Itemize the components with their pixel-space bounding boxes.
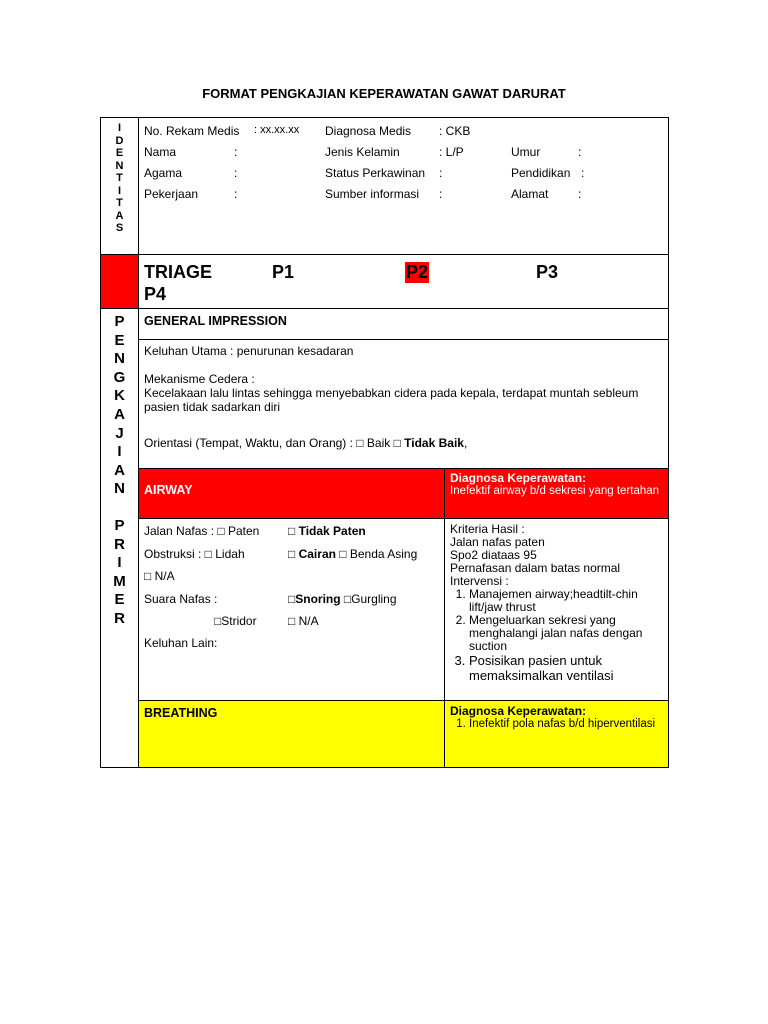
jenis-kelamin-value: : L/P: [439, 145, 464, 159]
triage-row: [139, 255, 669, 309]
intervensi-item: 2. Mengeluarkan sekresi yang menghalangi jalan nafas dengan suction: [469, 614, 668, 653]
side-letter: M: [113, 572, 126, 590]
status-label: Status Perkawinan: [325, 166, 426, 180]
side-letter: I: [117, 443, 122, 461]
kriteria-label: Kriteria Hasil :: [450, 522, 525, 536]
suara-na: □ N/A: [288, 614, 319, 628]
intervensi-item: 3. Posisikan pasien untuk memaksimalkan ventilasi: [469, 653, 668, 683]
side-letter: T: [116, 172, 123, 184]
airway-assessment: [139, 519, 445, 701]
orientasi-row: [144, 436, 668, 450]
assessment-form: [100, 117, 669, 768]
sumber-label: Sumber informasi: [325, 187, 420, 201]
triage-side-block: [101, 255, 139, 309]
suara-snoring-selected: Snoring: [295, 592, 341, 606]
kriteria-item: Spo2 diataas 95: [450, 548, 537, 562]
keluhan-utama: Keluhan Utama : penurunan kesadaran: [144, 344, 354, 358]
obstruksi-benda-asing: □ Benda Asing: [335, 547, 418, 561]
suara-gurgling: □Gurgling: [340, 592, 397, 606]
status-colon: :: [439, 166, 443, 180]
obstruksi-option: [288, 547, 417, 561]
jalan-nafas-option: [288, 524, 366, 538]
side-letter: A: [114, 461, 125, 479]
breathing-diagnosis-list: [450, 718, 668, 730]
side-label-pengkajian-primer: [101, 309, 139, 768]
general-impression-body: [139, 340, 669, 469]
side-letter: T: [116, 197, 123, 209]
intervensi-item: 1. Manajemen airway;headtilt-chin lift/jaw thrust: [469, 588, 668, 614]
document-title: FORMAT PENGKAJIAN KEPERAWATAN GAWAT DARURAT: [202, 86, 566, 101]
obstruksi-selected: Cairan: [298, 547, 336, 561]
suara-stridor: □Stridor: [214, 614, 257, 628]
airway-outcome-intervention: [445, 519, 669, 701]
orientasi-selected: Tidak Baik: [404, 436, 464, 450]
diagnosa-value: : CKB: [439, 124, 471, 138]
agama-label: Agama: [144, 166, 183, 180]
keluhan-lain-label: Keluhan Lain:: [144, 636, 218, 650]
alamat-label: Alamat: [511, 187, 549, 201]
agama-colon: :: [234, 166, 238, 180]
airway-diagnosis-text: Inefektif airway b/d sekresi yang tertahan: [450, 485, 660, 497]
checkbox-icon: □: [288, 592, 296, 606]
breathing-heading: BREATHING: [139, 701, 445, 768]
diagnosa-label: Diagnosa Medis: [325, 124, 412, 138]
breathing-diagnosis-title: Diagnosa Keperawatan:: [450, 704, 587, 718]
suara-nafas-option: [288, 592, 397, 606]
nama-label: Nama: [144, 145, 177, 159]
breathing-diagnosis-item: 1. Inefektif pola nafas b/d hiperventilasi: [469, 718, 668, 730]
side-letter: S: [115, 222, 124, 234]
triage-p3: P3: [536, 262, 559, 282]
side-label-identitas: [101, 118, 139, 255]
side-letter: I: [117, 184, 122, 197]
side-letter: E: [114, 331, 125, 349]
jalan-nafas-label: Jalan Nafas : □ Paten: [144, 524, 260, 538]
triage-p1: P1: [272, 262, 295, 282]
side-letter: D: [115, 134, 124, 147]
side-letter: P: [114, 516, 125, 534]
umur-label: Umur: [511, 145, 541, 159]
airway-heading: AIRWAY: [139, 469, 445, 519]
breathing-diagnosis: [445, 701, 669, 768]
triage-label: TRIAGE: [144, 262, 213, 282]
umur-colon: :: [578, 145, 582, 159]
alamat-colon: :: [578, 187, 582, 201]
side-letter: A: [114, 405, 125, 423]
pekerjaan-label: Pekerjaan: [144, 187, 199, 201]
mekanisme-text: Kecelakaan lalu lintas sehingga menyebabkan cidera pada kepala, terdapat muntah sebleum pasien tidak sadarkan diri: [144, 386, 639, 414]
orientasi-label: Orientasi (Tempat, Waktu, dan Orang) : □ Baik □: [144, 436, 405, 450]
triage-p2-selected: P2: [406, 262, 429, 282]
sumber-colon: :: [439, 187, 443, 201]
side-letter: K: [114, 387, 125, 405]
side-letter: A: [115, 209, 124, 222]
kriteria-item: Jalan nafas paten: [450, 535, 545, 549]
kriteria-item: Pernafasan dalam batas normal: [450, 561, 621, 575]
airway-diagnosis-title: Diagnosa Keperawatan:: [450, 471, 587, 485]
obstruksi-na: □ N/A: [144, 569, 175, 583]
intervensi-label: Intervensi :: [450, 574, 509, 588]
side-letter: G: [113, 368, 126, 386]
side-letter: R: [114, 535, 125, 553]
jalan-nafas-selected: Tidak Paten: [298, 524, 366, 538]
side-letter: E: [115, 147, 124, 159]
obstruksi-label: Obstruksi : □ Lidah: [144, 547, 245, 561]
side-letter-gap: [101, 499, 138, 517]
pekerjaan-colon: :: [234, 187, 238, 201]
airway-diagnosis: [445, 469, 669, 519]
side-letter: E: [114, 591, 125, 609]
triage-p4: P4: [144, 284, 167, 304]
nama-colon: :: [234, 145, 238, 159]
side-letter: N: [114, 480, 125, 498]
no-rm-value: : xx.xx.xx: [254, 124, 300, 136]
side-letter: N: [115, 159, 124, 172]
checkbox-icon: □: [288, 524, 299, 538]
intervensi-list: [450, 588, 668, 683]
mekanisme-label: Mekanisme Cedera :: [144, 372, 255, 386]
side-letter: P: [114, 313, 125, 330]
side-letter: R: [114, 609, 125, 627]
side-letter: N: [114, 350, 125, 368]
no-rm-label: No. Rekam Medis: [144, 124, 240, 138]
side-letter: I: [117, 554, 122, 572]
side-letter: I: [117, 122, 122, 134]
side-letter: J: [115, 424, 124, 442]
pendidikan-colon: :: [581, 166, 585, 180]
pendidikan-label: Pendidikan: [511, 166, 571, 180]
general-impression-heading: GENERAL IMPRESSION: [139, 309, 669, 340]
orientasi-end: ,: [463, 436, 468, 450]
identity-section: [139, 118, 669, 255]
checkbox-icon: □: [288, 547, 299, 561]
suara-nafas-label: Suara Nafas :: [144, 592, 218, 606]
jenis-kelamin-label: Jenis Kelamin: [325, 145, 400, 159]
